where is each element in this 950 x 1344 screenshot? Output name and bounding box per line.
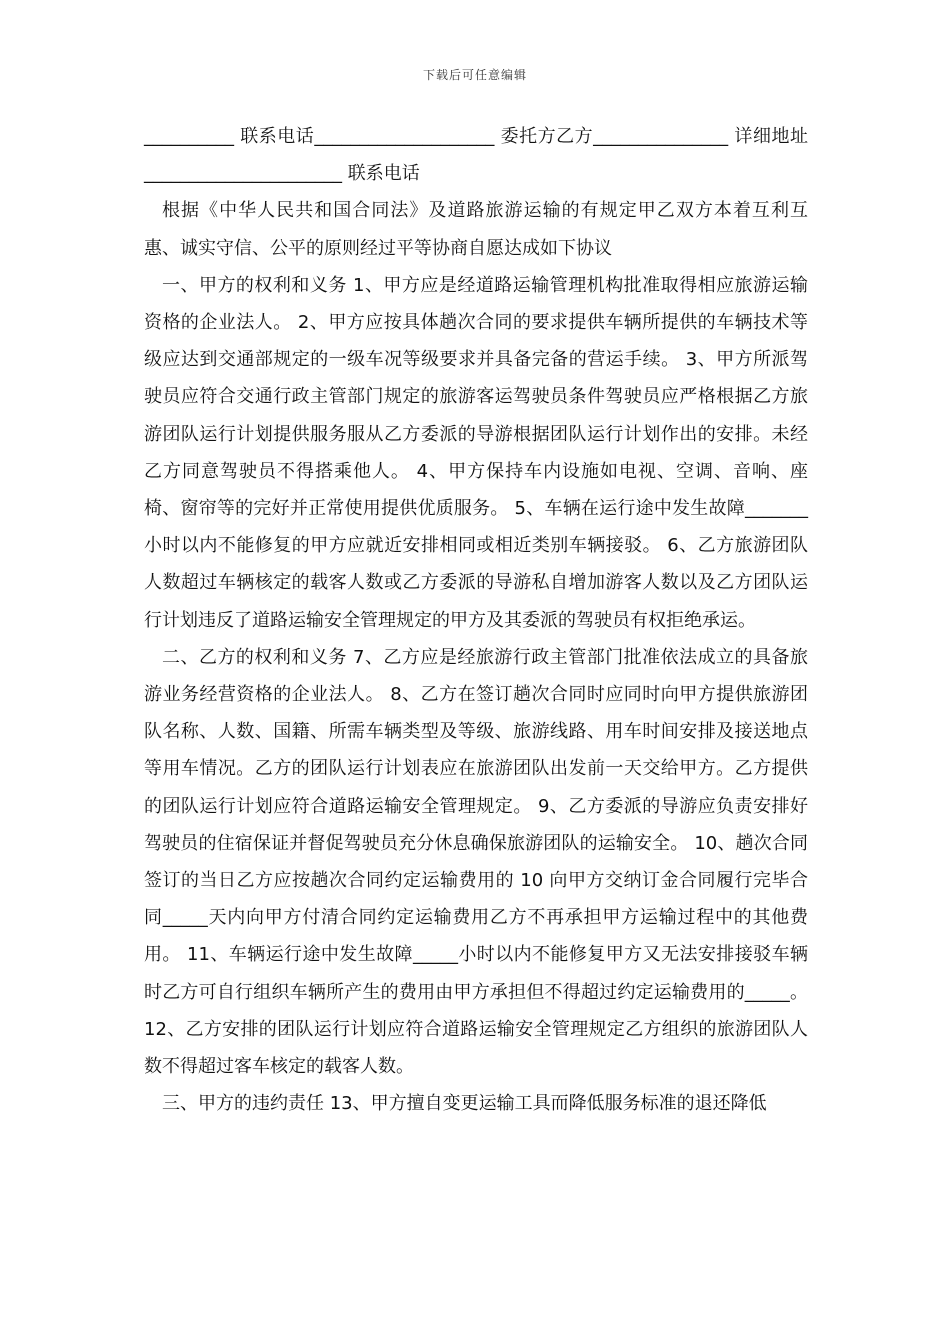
- section-3-paragraph: 三、甲方的违约责任 13、甲方擅自变更运输工具而降低服务标准的退还降低: [162, 1093, 767, 1115]
- preamble-paragraph: 根据《中华人民共和国合同法》及道路旅游运输的有规定甲乙双方本着互利互惠、诚实守信、公平的原则经过平等协商自愿达成如下协议: [144, 200, 808, 259]
- party-info-paragraph: __________ 联系电话____________________ 委托方乙方_______________ 详细地址______________________ 联系电话: [144, 126, 808, 185]
- section-2-paragraph: 二、乙方的权利和义务 7、乙方应是经旅游行政主管部门批准依法成立的具备旅游业务经营资格的企业法人。 8、乙方在签订趟次合同时应同时向甲方提供旅游团队名称、人数、国籍、所需车辆类型及等级、旅游线路、用车时间安排及接送地点等用车情况。乙方的团队运行计划表应在旅游团队出发前一天交给甲方。乙方提供的团队运行计划应符合道路运输安全管理规定。 9、乙方委派的导游应负责安排好驾驶员的住宿保证并督促驾驶员充分休息确保旅游团队的运输安全。 10、趟次合同签订的当日乙方应按趟次合同约定运输费用的 10 向甲方交纳订金合同履行完毕合同_____天内向甲方付清合同约定运输费用乙方不再承担甲方运输过程中的其他费用。 11、车辆运行途中发生故障_____小时以内不能修复甲方又无法安排接驳车辆时乙方可自行组织车辆所产生的费用由甲方承担但不得超过约定运输费用的_____。 12、乙方安排的团队运行计划应符合道路运输安全管理规定乙方组织的旅游团队人数不得超过客车核定的载客人数。: [144, 646, 808, 1078]
- header-note: 下载后可任意编辑: [422, 68, 527, 82]
- section-1-paragraph: 一、甲方的权利和义务 1、甲方应是经道路运输管理机构批准取得相应旅游运输资格的企业法人。 2、甲方应按具体趟次合同的要求提供车辆所提供的车辆技术等级应达到交通部规定的一级车况等级要求并具备完备的营运手续。 3、甲方所派驾驶员应符合交通行政主管部门规定的旅游客运驾驶员条件驾驶员应严格根据乙方旅游团队运行计划提供服务服从乙方委派的导游根据团队运行计划作出的安排。未经乙方同意驾驶员不得搭乘他人。 4、甲方保持车内设施如电视、空调、音响、座椅、窗帘等的完好并正常使用提供优质服务。 5、车辆在运行途中发生故障_______小时以内不能修复的甲方应就近安排相同或相近类别车辆接驳。 6、乙方旅游团队人数超过车辆核定的载客人数或乙方委派的导游私自增加游客人数以及乙方团队运行计划违反了道路运输安全管理规定的甲方及其委派的驾驶员有权拒绝承运。: [144, 274, 808, 631]
- document-body: [144, 118, 808, 1122]
